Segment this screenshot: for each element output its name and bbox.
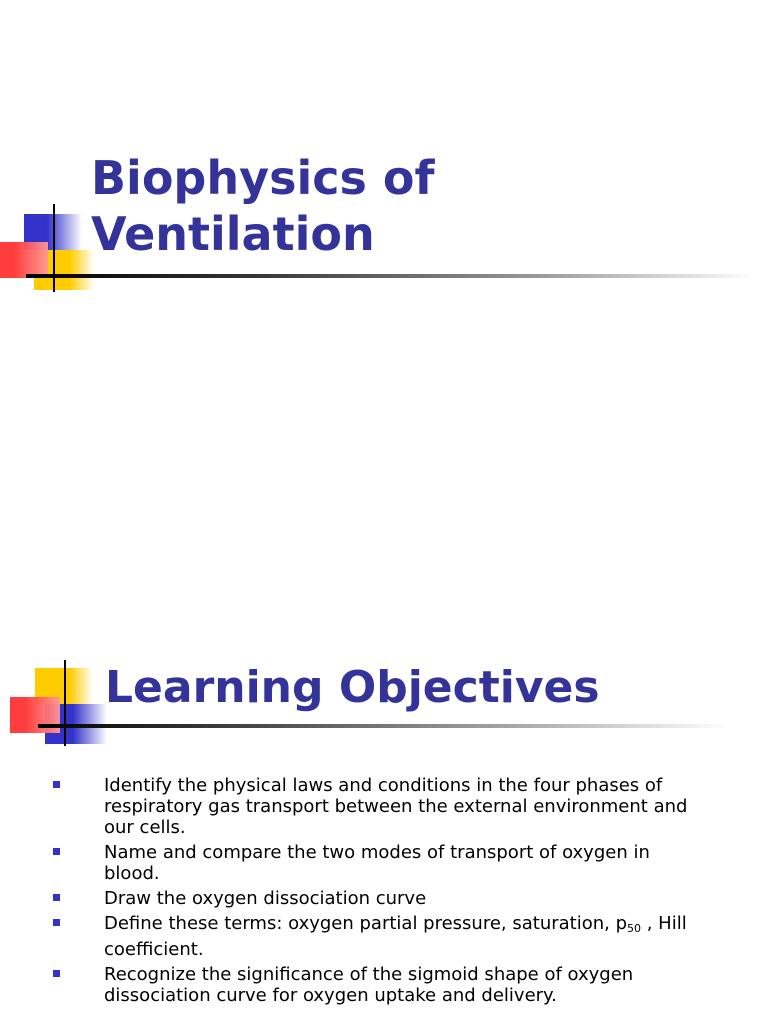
square-bullet-icon — [53, 919, 60, 926]
decor-vertical-line — [64, 660, 66, 746]
list-item — [0, 913, 768, 960]
text-before-subscript: Define these terms: oxygen partial pressure, saturation, p — [104, 913, 628, 934]
subscript: 50 — [627, 922, 642, 935]
list-item-text: Recognize the significance of the sigmoid shape of oxygen dissociation curve for oxygen uptake and delivery. — [104, 964, 634, 1006]
text-after-subscript: , Hill coefficient. — [104, 913, 687, 960]
slide-title-line-2: Ventilation — [91, 207, 375, 261]
decor-vertical-line — [53, 204, 55, 292]
list-item-text — [104, 913, 708, 960]
title-underline — [38, 724, 728, 728]
objectives-slide — [0, 640, 768, 1024]
list-item-text: Draw the oxygen dissociation curve — [104, 888, 427, 909]
decor-red-square — [0, 242, 48, 278]
list-item-text: Identify the physical laws and conditions in the four phases of respiratory gas transport between the external environment and our cells. — [104, 775, 688, 838]
list-item — [0, 888, 768, 909]
title-underline — [26, 274, 756, 278]
list-item — [0, 964, 768, 1006]
objectives-list — [0, 775, 768, 1010]
slide-title — [91, 150, 691, 262]
list-item — [0, 775, 768, 838]
square-bullet-icon — [53, 970, 60, 977]
slide-title-line-1: Biophysics of — [91, 151, 435, 205]
list-item-text: Name and compare the two modes of transport of oxygen in blood. — [104, 842, 650, 884]
square-bullet-icon — [53, 848, 60, 855]
square-bullet-icon — [53, 781, 60, 788]
square-bullet-icon — [53, 894, 60, 901]
slide-title: Learning Objectives — [105, 662, 600, 713]
list-item — [0, 842, 768, 884]
